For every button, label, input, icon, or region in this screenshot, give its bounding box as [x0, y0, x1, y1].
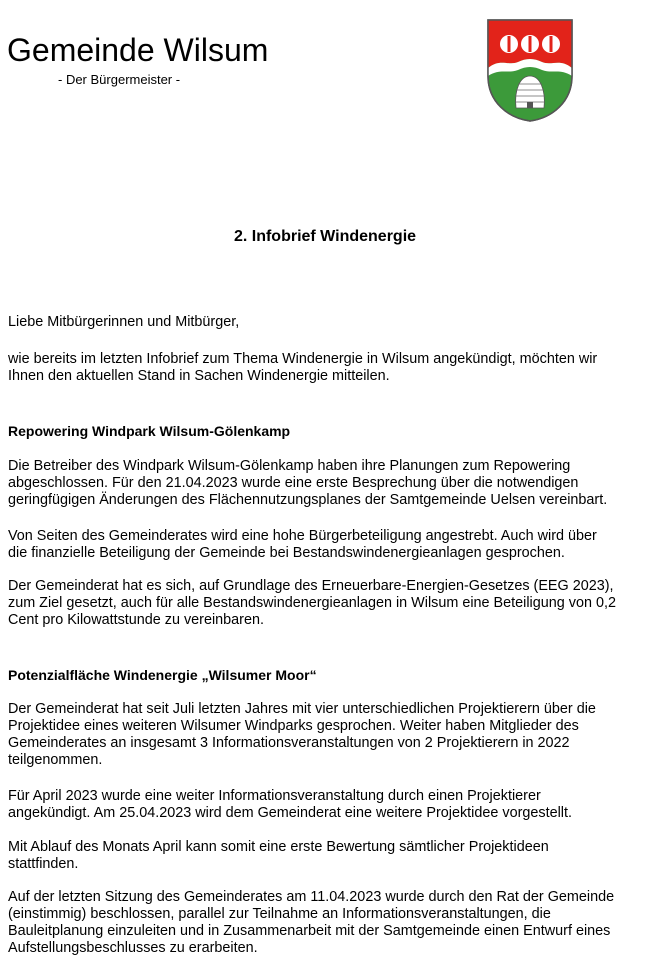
repowering-paragraph-1: Die Betreiber des Windpark Wilsum-Gölenkamp haben ihre Planungen zum Repowering abgeschlossen. Für den 21.04.2023 wurde eine erste Besprechung über die notwendigen geringfügigen Änderungen des Flächennutzungsplanes der Samtgemeinde Uelsen vereinbart. [8, 458, 608, 508]
potenzial-paragraph-4: Auf der letzten Sitzung des Gemeinderates am 11.04.2023 wurde durch den Rat der Gemeinde (einstimmig) beschlossen, parallel zur Teilnahme an Informationsveranstaltungen, die Bauleitplanung einzuleiten und in Zusammenarbeit mit der Samtgemeinde einen Entwurf eines Aufstellungsbeschlusses zu erarbeiten. [8, 889, 615, 956]
potenzial-paragraph-2: Für April 2023 wurde eine weiter Informationsveranstaltung durch einen Projektierer angekündigt. Am 25.04.2023 wird dem Gemeinderat eine weitere Projektidee vorgestellt. [8, 788, 572, 821]
intro-paragraph: wie bereits im letzten Infobrief zum Thema Windenergie in Wilsum angekündigt, möchten wir Ihnen den aktuellen Stand in Sachen Windenergie mitteilen. [8, 351, 598, 384]
mayor-subtitle: - Der Bürgermeister - [58, 72, 181, 87]
potenzial-paragraph-1: Der Gemeinderat hat seit Juli letzten Jahres mit vier unterschiedlichen Projektierern über die Projektidee eines weiteren Wilsumer Windparks gesprochen. Weiter haben Mitglieder des Gemeinderates an insgesamt 3 Informationsveranstaltungen von 2 Projektierern in 2022 teilgenommen. [8, 701, 596, 768]
salutation: Liebe Mitbürgerinnen und Mitbürger, [8, 314, 240, 330]
municipality-title: Gemeinde Wilsum [7, 32, 269, 68]
coat-of-arms-icon [486, 18, 574, 122]
potenzial-paragraph-3: Mit Ablauf des Monats April kann somit eine erste Bewertung sämtlicher Projektideen stattfinden. [8, 839, 549, 872]
repowering-paragraph-2: Von Seiten des Gemeinderates wird eine hohe Bürgerbeteiligung angestrebt. Auch wird über die finanzielle Beteiligung der Gemeinde bei Bestandswindenergieanlagen gesprochen. [8, 528, 597, 561]
section-heading-repowering: Repowering Windpark Wilsum-Gölenkamp [8, 423, 291, 439]
document-title: 2. Infobrief Windenergie [233, 228, 417, 245]
section-heading-potenzialflaeche: Potenzialfläche Windenergie „Wilsumer Moor“ [8, 667, 317, 683]
repowering-paragraph-3: Der Gemeinderat hat es sich, auf Grundlage des Erneuerbare-Energien-Gesetzes (EEG 2023), zum Ziel gesetzt, auch für alle Bestandswindenergieanlagen in Wilsum eine Beteiligung von 0,2 Cent pro Kilowattstunde zu vereinbaren. [8, 578, 616, 628]
